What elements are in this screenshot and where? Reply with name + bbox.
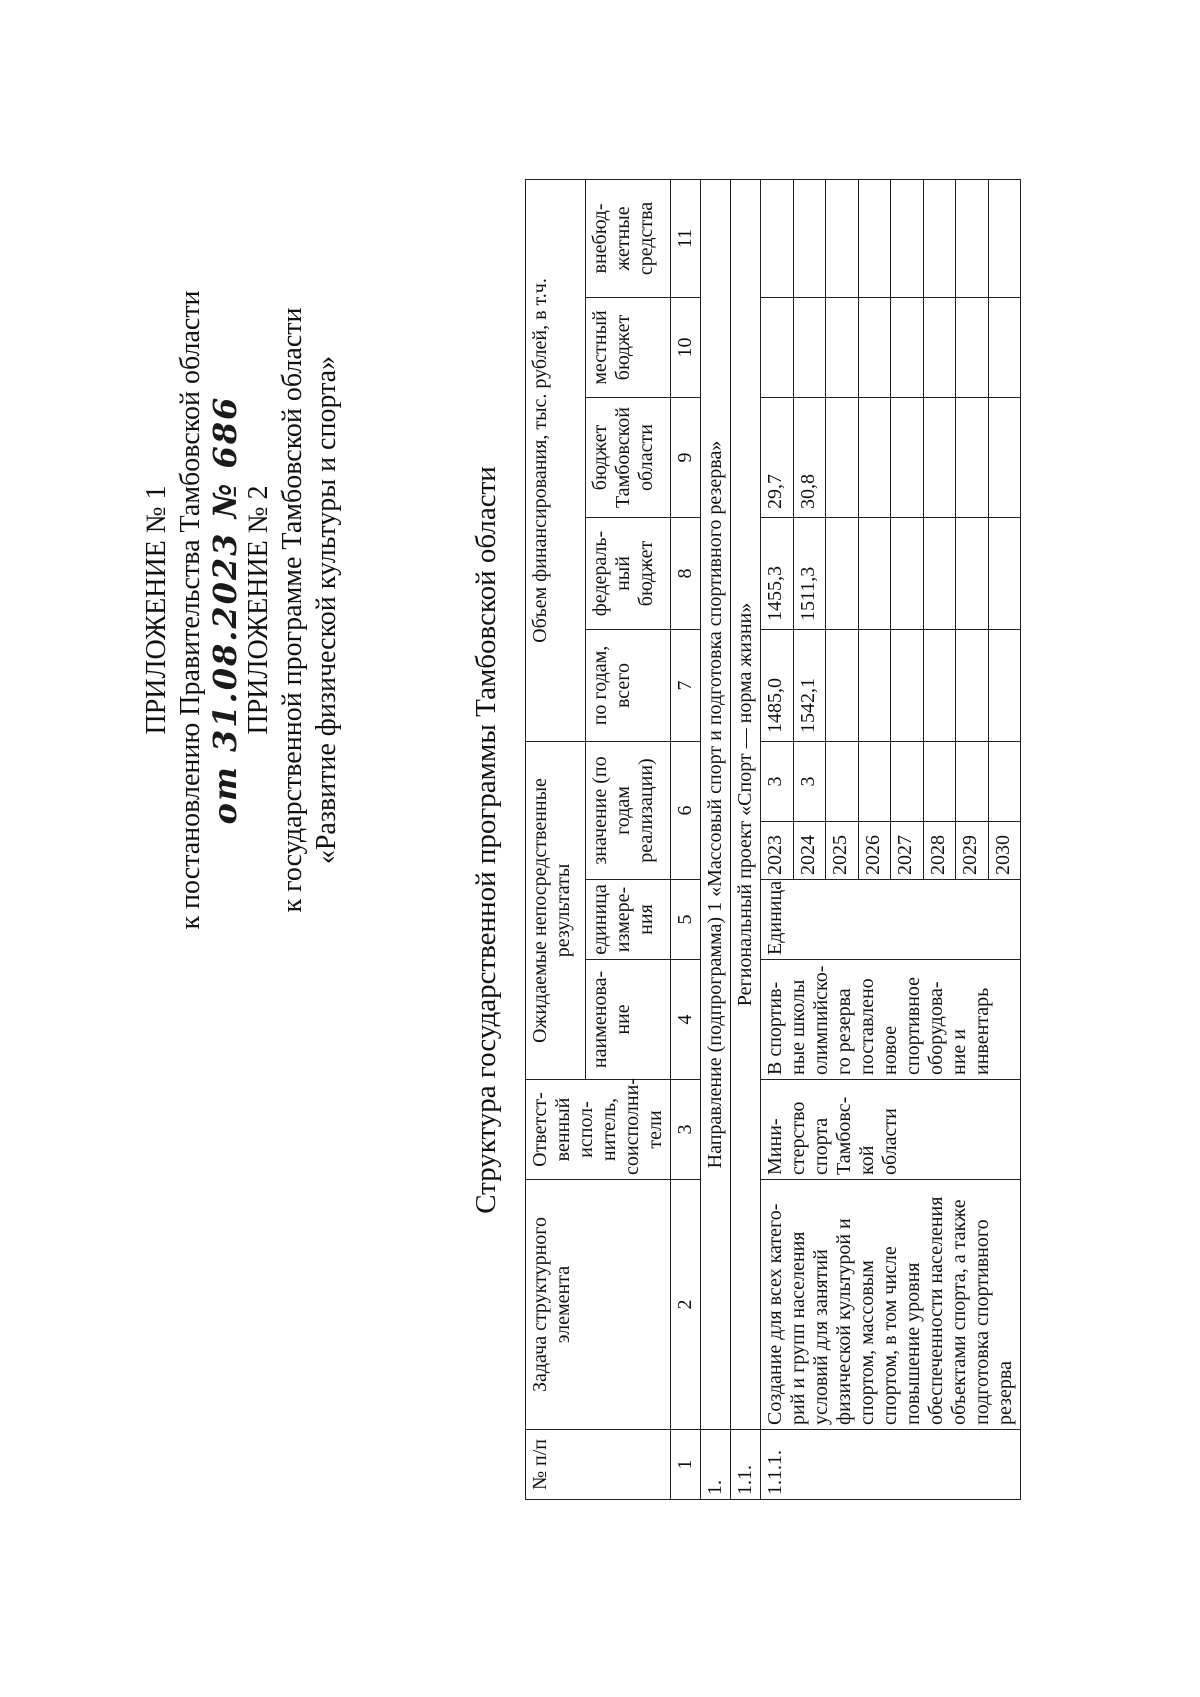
table-row [761,179,794,1499]
subsection-number: 1.1. [731,1430,761,1500]
section-row [701,179,731,1499]
extrabudget-cell [793,179,826,297]
extrabudget-cell [891,179,924,297]
total-cell: 1485,0 [761,630,794,742]
local-cell [988,298,1021,398]
column-number: 2 [671,1180,701,1430]
extrabudget-cell [923,179,956,297]
program-name: «Развитие физической культуры и спорта» [311,355,342,865]
appendix-2-label: ПРИЛОЖЕНИЕ № 2 [243,485,274,735]
regional-cell: 29,7 [761,398,794,518]
row-number: 1.1.1. [761,1430,1021,1500]
value-cell: 3 [793,742,826,822]
extrabudget-cell [988,179,1021,297]
value-cell [858,742,891,822]
total-cell [923,630,956,742]
regional-cell: 30,8 [793,398,826,518]
column-number: 7 [671,630,701,742]
year-cell: 2027 [891,822,924,880]
appendix-header [140,220,344,1000]
value-cell [826,742,859,822]
year-cell: 2028 [923,822,956,880]
unit-cell: Единица [761,880,1021,960]
column-number: 1 [671,1430,701,1500]
regional-cell [858,398,891,518]
local-cell [891,298,924,398]
column-number: 11 [671,179,701,297]
task-cell: Создание для всех катего-рий и групп населения условий для занятий физической культурой и спортом, массовым спортом, в том числе повышение уровня обеспеченности населения объектами спорта, а также подготовка спортивного резерва [761,1180,1021,1430]
total-cell [988,630,1021,742]
col-header-task: Задача структурного элемента [526,1180,671,1430]
program-reference: к государственной программе Тамбовской области [277,307,308,913]
value-cell [891,742,924,822]
column-number: 8 [671,518,701,630]
federal-cell: 1511,3 [793,518,826,630]
federal-cell [956,518,989,630]
col-header-local: местный бюджет [585,298,670,398]
local-cell [923,298,956,398]
local-cell [826,298,859,398]
total-cell: 1542,1 [793,630,826,742]
total-cell [956,630,989,742]
local-cell [761,298,794,398]
column-number: 4 [671,960,701,1080]
local-cell [793,298,826,398]
handwritten-date-number: от 31.08.2023 № 686 [206,395,244,825]
column-number: 3 [671,1080,701,1180]
value-cell [956,742,989,822]
col-header-extrabudget: внебюд-жетные средства [585,179,670,297]
col-header-regional: бюджет Тамбовской области [585,398,670,518]
subsection-title: Региональный проект «Спорт — норма жизни» [731,179,761,1429]
appendix-1-label: ПРИЛОЖЕНИЕ № 1 [141,485,172,735]
year-cell: 2030 [988,822,1021,880]
regional-cell [923,398,956,518]
local-cell [956,298,989,398]
value-cell [923,742,956,822]
decree-reference: к постановлению Правительства Тамбовской области [175,290,206,930]
extrabudget-cell [956,179,989,297]
col-header-value: значение (по годам реализации) [585,742,670,880]
local-cell [858,298,891,398]
federal-cell [923,518,956,630]
federal-cell [826,518,859,630]
year-cell: 2025 [826,822,859,880]
extrabudget-cell [858,179,891,297]
regional-cell [826,398,859,518]
regional-cell [891,398,924,518]
col-header-total: по годам, всего [585,630,670,742]
value-cell [988,742,1021,822]
document-page [80,120,1080,1560]
value-cell: 3 [761,742,794,822]
col-header-executor: Ответст-венный испол-нитель, соисполни-тели [526,1080,671,1180]
federal-cell [858,518,891,630]
section-title: Направление (подпрограмма) 1 «Массовый спорт и подготовка спортивного резерва» [701,179,731,1429]
document-title: Структура государственной программы Тамбовской области [470,466,502,1214]
year-cell: 2023 [761,822,794,880]
executor-cell: Мини-стерство спорта Тамбовс-кой области [761,1080,1021,1180]
regional-cell [988,398,1021,518]
column-number: 9 [671,398,701,518]
column-number-row [671,179,701,1499]
federal-cell [988,518,1021,630]
column-number: 10 [671,298,701,398]
col-header-finance-group: Объем финансирования, тыс. рублей, в т.ч. [526,179,586,741]
total-cell [858,630,891,742]
header-row-1 [526,179,586,1499]
column-number: 6 [671,742,701,880]
federal-cell [891,518,924,630]
year-cell: 2029 [956,822,989,880]
regional-cell [956,398,989,518]
year-cell: 2026 [858,822,891,880]
column-number: 5 [671,880,701,960]
total-cell [826,630,859,742]
extrabudget-cell [826,179,859,297]
result-name-cell: В спортив-ные школы олимпийско-го резерва поставлено новое спортивное оборудова-ние и инвентарь [761,960,1021,1080]
col-header-federal: федераль-ный бюджет [585,518,670,630]
year-cell: 2024 [793,822,826,880]
section-number: 1. [701,1430,731,1500]
col-header-result-name: наименова-ние [585,960,670,1080]
total-cell [891,630,924,742]
col-header-num: № п/п [526,1430,671,1500]
col-header-unit: единица измере-ния [585,880,670,960]
federal-cell: 1455,3 [761,518,794,630]
col-header-results-group: Ожидаемые непосредственные результаты [526,742,586,1080]
program-structure-table [525,179,1021,1500]
extrabudget-cell [761,179,794,297]
subsection-row [731,179,761,1499]
